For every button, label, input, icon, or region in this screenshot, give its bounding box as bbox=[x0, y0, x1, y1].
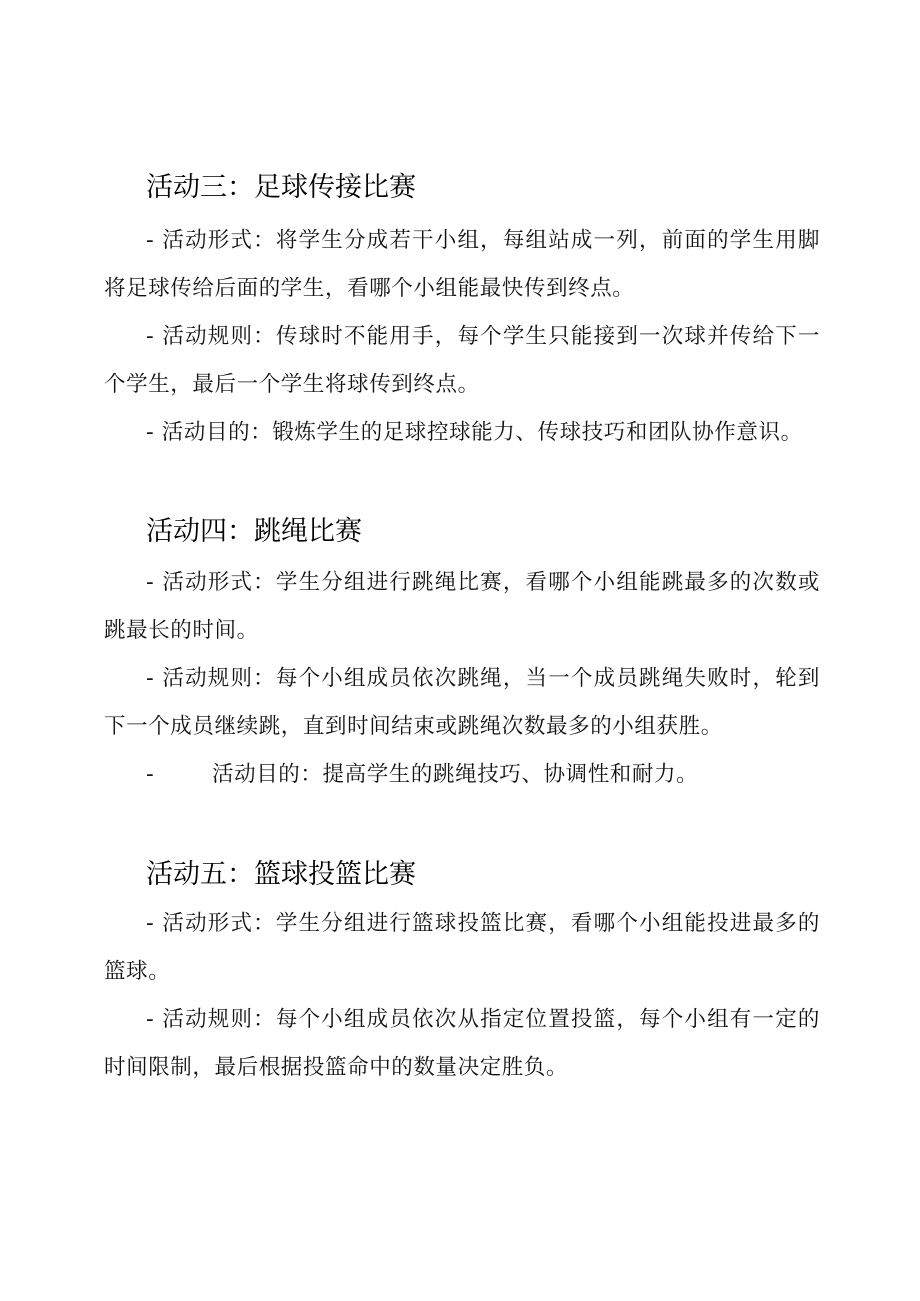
bullet-dash: - bbox=[146, 762, 155, 787]
activity-rules-paragraph: - 活动规则：每个小组成员依次从指定位置投篮，每个小组有一定的时间限制，最后根据投篮命中的数量决定胜负。 bbox=[104, 1007, 820, 1080]
activity-goal-text: 活动目的：提高学生的跳绳技巧、协调性和耐力。 bbox=[212, 762, 699, 787]
activity-rules-paragraph: - 活动规则：传球时不能用手，每个学生只能接到一次球并传给下一个学生，最后一个学生将球传到终点。 bbox=[104, 324, 820, 397]
section-heading: 活动五：篮球投篮比赛 bbox=[146, 859, 416, 890]
section-heading: 活动四：跳绳比赛 bbox=[146, 516, 362, 547]
activity-rules-paragraph: - 活动规则：每个小组成员依次跳绳，当一个成员跳绳失败时，轮到下一个成员继续跳，直到时间结束或跳绳次数最多的小组获胜。 bbox=[104, 666, 820, 739]
activity-form-paragraph: - 活动形式：学生分组进行跳绳比赛，看哪个小组能跳最多的次数或跳最长的时间。 bbox=[104, 570, 820, 643]
section-heading: 活动三：足球传接比赛 bbox=[146, 172, 416, 203]
activity-goal-paragraph bbox=[104, 751, 862, 799]
activity-form-paragraph: - 活动形式：学生分组进行篮球投篮比赛，看哪个小组能投进最多的篮球。 bbox=[104, 911, 820, 984]
activity-form-paragraph: - 活动形式：将学生分成若干小组，每组站成一列，前面的学生用脚将足球传给后面的学生，看哪个小组能最快传到终点。 bbox=[104, 228, 820, 301]
activity-goal-paragraph: - 活动目的：锻炼学生的足球控球能力、传球技巧和团队协作意识。 bbox=[146, 420, 803, 445]
